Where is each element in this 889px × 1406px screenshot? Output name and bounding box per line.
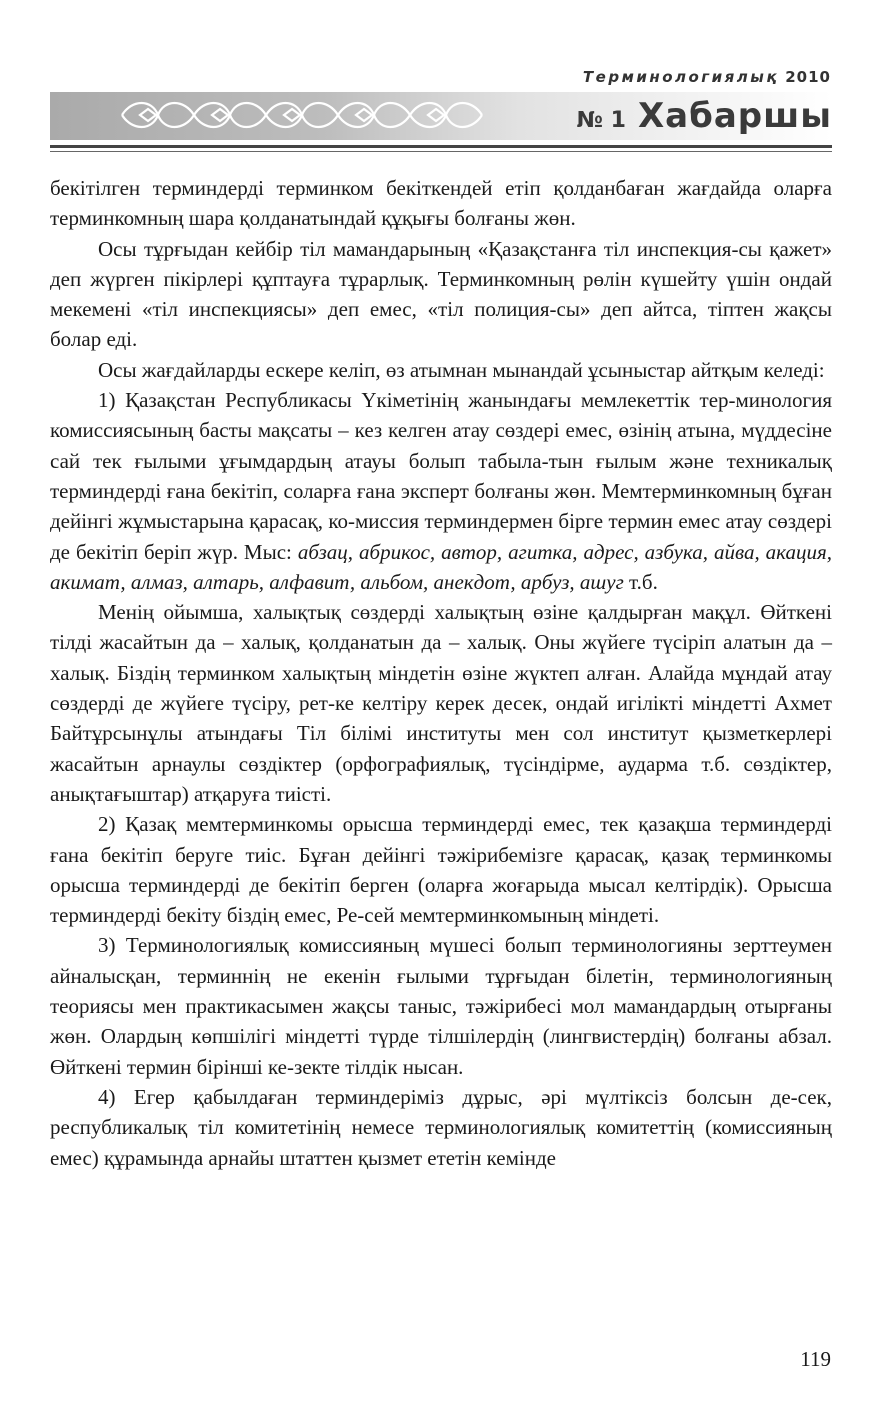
paragraph-5: Менің ойымша, халықтық сөздерді халықтың өзіне қалдырған мақұл. Өйткені тілді жасайтын да – халық, қолданатын да – халық. Оны жүйеге түсіріп алатын да – халық. Біздің терминком халықтың міндетін өзіне жүктеп алған. Алайда мұндай атау сөздерді де жүйеге түсіру, рет-ке келтіру керек десек, ондай игілікті міндетті Ахмет Байтұрсынұлы атындағы Тіл білімі институты мен сол институт қызметкерлері жасайтын арнаулы сөздіктер (орфографиялық, түсіндірме, аударма т.б. сөздіктер, анықтағыштар) атқаруға тиісті. bbox=[50, 600, 832, 806]
header-rule bbox=[50, 145, 832, 148]
paragraph-2: Осы тұрғыдан кейбір тіл мамандарының «Қазақстанға тіл инспекция-сы қажет» деп жүрген пікірлері құптауға тұрарлық. Терминкомның рөлін күшейту үшін ондай мекемені «тіл инспекциясы» деп емес, «тіл полиция-сы» деп айтса, тіптен жақсы болар еді. bbox=[50, 236, 832, 352]
issue-title bbox=[577, 96, 832, 136]
paragraph-8: 4) Егер қабылдаған терминдеріміз дұрыс, әрі мүлтіксіз болсын де-сек, республикалық тіл комитетінің немесе терминологиялық комитеттің (комиссияның емес) құрамында арнайы штаттен қызмет ететін кемінде bbox=[50, 1084, 832, 1170]
paragraph-3: Осы жағдайларды ескере келіп, өз атымнан мынандай ұсыныстар айтқым келеді: bbox=[98, 357, 825, 382]
issue-number: № 1 bbox=[576, 108, 626, 133]
ornament-icon bbox=[118, 95, 498, 135]
article-body bbox=[50, 173, 832, 1173]
header-band bbox=[50, 92, 832, 140]
header-rule-thin bbox=[50, 151, 832, 152]
paragraph-1: бекітілген терминдерді терминком бекіткендей етіп қолданбаған жағдайда оларға терминкомның шара қолданатындай құқығы болғаны жөн. bbox=[50, 176, 832, 231]
issue-word: Хабаршы bbox=[637, 96, 832, 136]
paragraph-4-end: т.б. bbox=[629, 569, 658, 594]
paragraph-4-examples: абзац, абрикос, автор, агитка, адрес, азбука, айва, акация, акимат, алмаз, алтарь, алфавит, альбом, анекдот, арбуз, ашуг bbox=[50, 539, 832, 594]
journal-name: Терминологиялық bbox=[582, 68, 780, 86]
journal-title-line bbox=[583, 68, 831, 86]
paragraph-4 bbox=[50, 385, 832, 597]
paragraph-6: 2) Қазақ мемтерминкомы орысша терминдерді емес, тек қазақша терминдерді ғана бекітіп беруге тиіс. Бұған дейінгі тәжірибемізге қарасақ, қазақ терминкомы орысша терминдерді де бекітіп берген (оларға жоғарыда мысал келтірдік). Орысша терминдерді бекіту біздің емес, Ре-сей мемтерминкомының міндеті. bbox=[50, 812, 832, 928]
page-number: 119 bbox=[800, 1347, 831, 1371]
paragraph-4-text: 1) Қазақстан Республикасы Үкіметінің жанындағы мемлекеттік тер-минология комиссиясының басты мақсаты – кез келген атау сөздері емес, өзінің атына, мүддесіне сай тек ғылыми ұғымдардың атауы болып табыла-тын ғылым және техникалық терминдерді ғана бекітіп, соларға ғана эксперт болғаны жөн. Мемтерминкомның бұған дейінгі жұмыстарына қарасақ, ко-миссия терминдермен бірге термин емес атау сөздері де бекітіп беріп жүр. Мыс: bbox=[50, 388, 832, 564]
journal-year: 2010 bbox=[785, 68, 831, 86]
paragraph-7: 3) Терминологиялық комиссияның мүшесі болып терминологияны зерттеумен айналысқан, терминнің не екенін ғылыми тұрғыдан білетін, терминологияның теориясы мен практикасымен жақсы таныс, тәжірибесі мол мамандардың отырғаны жөн. Олардың көпшілігі міндетті түрде тілшілердің (лингвистердің) болғаны абзал. Өйткені термин бірінші ке-зекте тілдік нысан. bbox=[50, 933, 832, 1079]
